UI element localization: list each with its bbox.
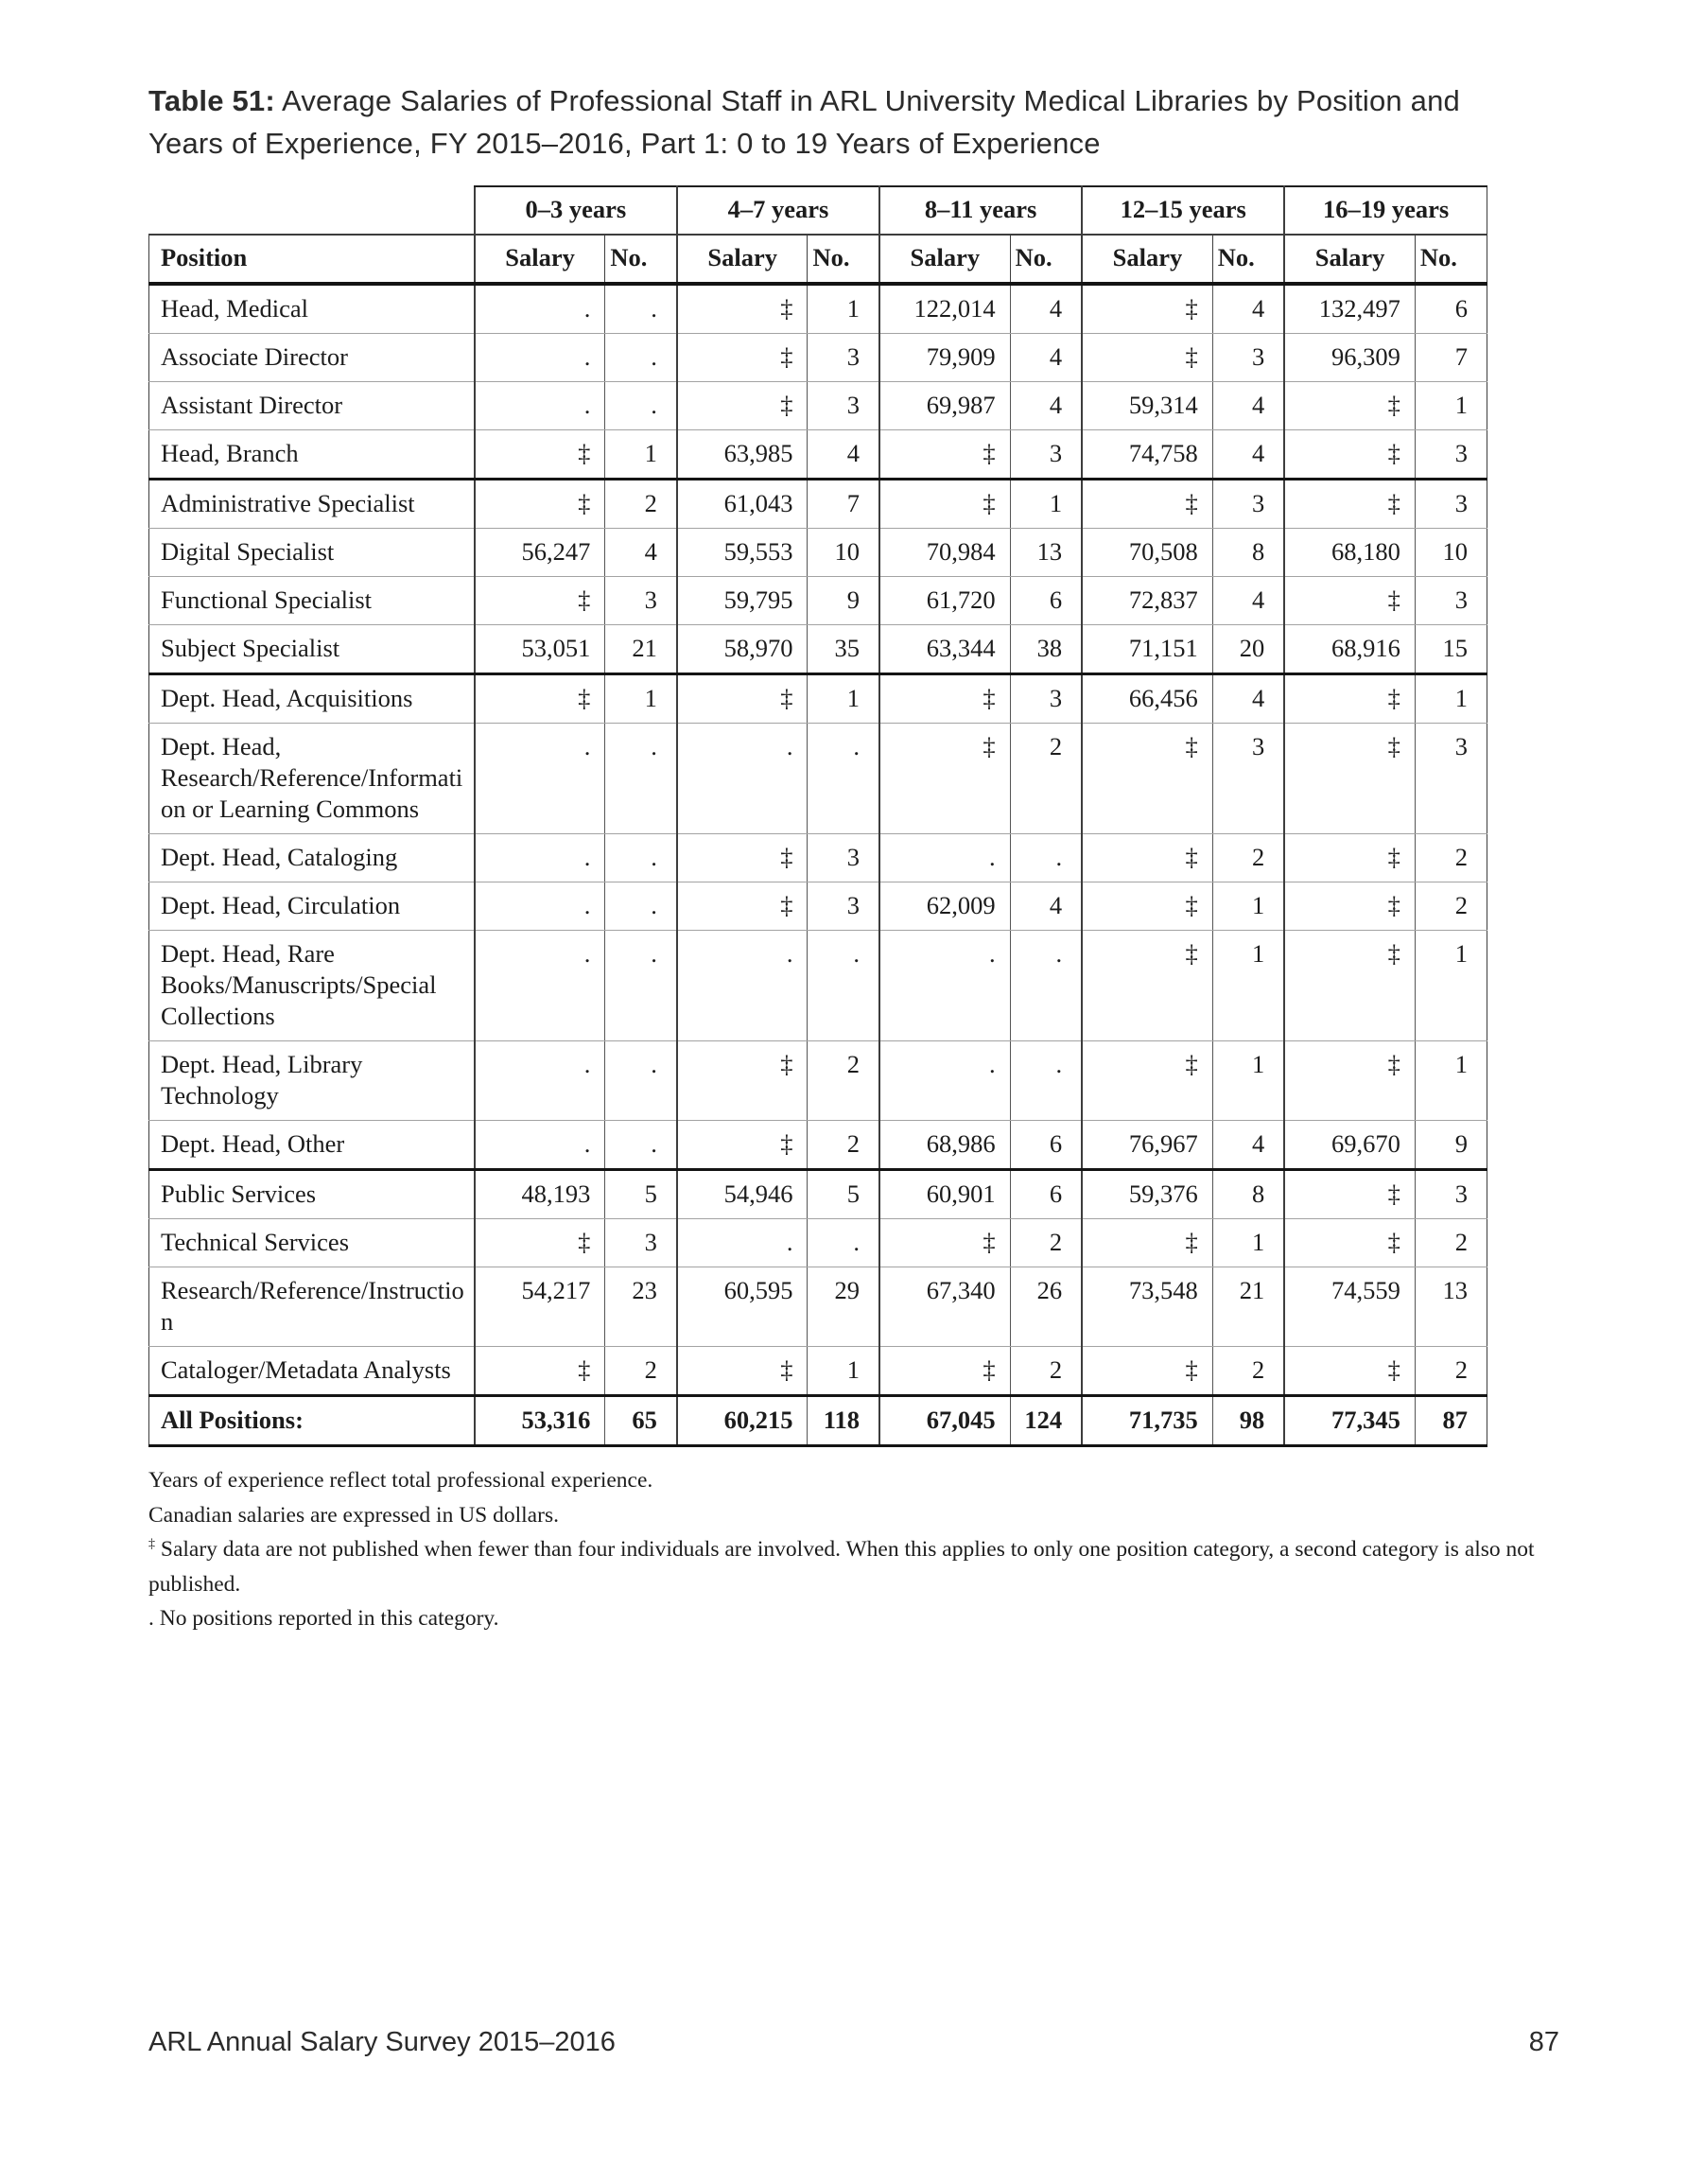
count-cell: . bbox=[1010, 1041, 1082, 1121]
count-cell: 4 bbox=[1212, 577, 1284, 625]
count-cell: 2 bbox=[808, 1121, 879, 1170]
salary-cell: ‡ bbox=[677, 674, 808, 724]
total-row bbox=[149, 1396, 1487, 1446]
table-row bbox=[149, 430, 1487, 480]
salary-cell: ‡ bbox=[1284, 1219, 1415, 1267]
count-cell: 3 bbox=[605, 577, 677, 625]
count-cell: . bbox=[605, 382, 677, 430]
salary-cell: 96,309 bbox=[1284, 334, 1415, 382]
table-title-text: Average Salaries of Professional Staff in ARL University Medical Libraries by Position and Years of Experience, FY 2015–2016, Part 1: 0 to 19 Years of Experience bbox=[148, 84, 1460, 160]
count-cell: 1 bbox=[808, 1347, 879, 1396]
salary-cell: . bbox=[475, 1121, 605, 1170]
salary-cell: 77,345 bbox=[1284, 1396, 1415, 1446]
salary-cell: 60,595 bbox=[677, 1267, 808, 1347]
salary-cell: 60,215 bbox=[677, 1396, 808, 1446]
count-cell: 3 bbox=[1415, 430, 1487, 480]
table-row bbox=[149, 577, 1487, 625]
count-cell: 2 bbox=[1415, 882, 1487, 931]
count-cell: 3 bbox=[1415, 577, 1487, 625]
count-cell: 3 bbox=[1010, 430, 1082, 480]
salary-cell: 69,670 bbox=[1284, 1121, 1415, 1170]
count-cell: 118 bbox=[808, 1396, 879, 1446]
position-cell: Head, Medical bbox=[149, 284, 475, 334]
count-cell: 3 bbox=[1212, 724, 1284, 834]
salary-cell: ‡ bbox=[677, 1041, 808, 1121]
count-cell: 23 bbox=[605, 1267, 677, 1347]
salary-cell: ‡ bbox=[475, 430, 605, 480]
count-cell: 3 bbox=[808, 382, 879, 430]
count-cell: 1 bbox=[1212, 1041, 1284, 1121]
count-cell: 13 bbox=[1010, 529, 1082, 577]
table-row bbox=[149, 529, 1487, 577]
salary-cell: 48,193 bbox=[475, 1170, 605, 1219]
salary-cell: 70,508 bbox=[1082, 529, 1212, 577]
count-cell: 3 bbox=[1415, 480, 1487, 529]
salary-cell: ‡ bbox=[1082, 882, 1212, 931]
salary-cell: . bbox=[879, 834, 1010, 882]
count-cell: 4 bbox=[808, 430, 879, 480]
count-cell: 2 bbox=[1415, 1347, 1487, 1396]
no-column-header: No. bbox=[1010, 235, 1082, 284]
count-cell: 4 bbox=[1010, 334, 1082, 382]
footnotes bbox=[148, 1463, 1562, 1636]
position-cell: Assistant Director bbox=[149, 382, 475, 430]
salary-cell: ‡ bbox=[677, 834, 808, 882]
position-cell: Head, Branch bbox=[149, 430, 475, 480]
count-cell: 5 bbox=[808, 1170, 879, 1219]
count-cell: 4 bbox=[1212, 284, 1284, 334]
salary-cell: ‡ bbox=[1284, 724, 1415, 834]
table-row bbox=[149, 625, 1487, 674]
count-cell: . bbox=[605, 931, 677, 1041]
no-column-header: No. bbox=[605, 235, 677, 284]
count-cell: 3 bbox=[808, 334, 879, 382]
position-cell: Associate Director bbox=[149, 334, 475, 382]
salary-cell: 74,758 bbox=[1082, 430, 1212, 480]
count-cell: 4 bbox=[1212, 382, 1284, 430]
count-cell: 1 bbox=[1415, 382, 1487, 430]
count-cell: 87 bbox=[1415, 1396, 1487, 1446]
salary-cell: ‡ bbox=[475, 480, 605, 529]
year-group-header: 4–7 years bbox=[677, 186, 879, 235]
position-cell: Functional Specialist bbox=[149, 577, 475, 625]
salary-cell: ‡ bbox=[1284, 382, 1415, 430]
salary-cell: . bbox=[677, 724, 808, 834]
salary-cell: 58,970 bbox=[677, 625, 808, 674]
count-cell: 15 bbox=[1415, 625, 1487, 674]
salary-cell: 69,987 bbox=[879, 382, 1010, 430]
salary-cell: ‡ bbox=[1284, 1347, 1415, 1396]
salary-cell: ‡ bbox=[1082, 724, 1212, 834]
year-group-header: 8–11 years bbox=[879, 186, 1082, 235]
salary-cell: ‡ bbox=[1284, 577, 1415, 625]
count-cell: 2 bbox=[808, 1041, 879, 1121]
salary-cell: . bbox=[475, 834, 605, 882]
table-row bbox=[149, 834, 1487, 882]
salary-cell: 71,151 bbox=[1082, 625, 1212, 674]
salary-cell: ‡ bbox=[1284, 1170, 1415, 1219]
count-cell: . bbox=[808, 1219, 879, 1267]
salary-cell: 59,314 bbox=[1082, 382, 1212, 430]
footnote-text: Salary data are not published when fewer than four individuals are involved. When this applies to only one position category, a second category is also not published. bbox=[148, 1537, 1535, 1597]
no-column-header: No. bbox=[808, 235, 879, 284]
salary-cell: 63,985 bbox=[677, 430, 808, 480]
position-cell: Dept. Head, Circulation bbox=[149, 882, 475, 931]
count-cell: 1 bbox=[1212, 1219, 1284, 1267]
salary-cell: ‡ bbox=[1284, 674, 1415, 724]
count-cell: 2 bbox=[1010, 724, 1082, 834]
footnote-line bbox=[148, 1532, 1562, 1601]
salary-cell: ‡ bbox=[879, 1347, 1010, 1396]
footnote-text: Canadian salaries are expressed in US dollars. bbox=[148, 1502, 559, 1528]
salary-cell: 61,043 bbox=[677, 480, 808, 529]
count-cell: 2 bbox=[1010, 1219, 1082, 1267]
count-cell: 9 bbox=[808, 577, 879, 625]
salary-cell: 132,497 bbox=[1284, 284, 1415, 334]
salary-cell: ‡ bbox=[1082, 284, 1212, 334]
count-cell: 7 bbox=[1415, 334, 1487, 382]
count-cell: . bbox=[605, 834, 677, 882]
salary-cell: . bbox=[475, 284, 605, 334]
salary-cell: 76,967 bbox=[1082, 1121, 1212, 1170]
count-cell: 13 bbox=[1415, 1267, 1487, 1347]
salary-cell: 122,014 bbox=[879, 284, 1010, 334]
count-cell: 35 bbox=[808, 625, 879, 674]
year-group-header: 0–3 years bbox=[475, 186, 677, 235]
count-cell: 21 bbox=[1212, 1267, 1284, 1347]
salary-cell: 67,340 bbox=[879, 1267, 1010, 1347]
salary-column-header: Salary bbox=[879, 235, 1010, 284]
salary-cell: 74,559 bbox=[1284, 1267, 1415, 1347]
count-cell: 2 bbox=[1212, 834, 1284, 882]
count-cell: 6 bbox=[1010, 577, 1082, 625]
salary-cell: 68,916 bbox=[1284, 625, 1415, 674]
salary-cell: ‡ bbox=[1082, 1347, 1212, 1396]
count-cell: 1 bbox=[1415, 1041, 1487, 1121]
count-cell: 2 bbox=[1212, 1347, 1284, 1396]
salary-cell: ‡ bbox=[1082, 480, 1212, 529]
count-cell: . bbox=[1010, 834, 1082, 882]
footnote-line bbox=[148, 1463, 1562, 1498]
salary-column-header: Salary bbox=[1082, 235, 1212, 284]
salary-cell: ‡ bbox=[677, 1121, 808, 1170]
salary-cell: ‡ bbox=[879, 1219, 1010, 1267]
position-cell: All Positions: bbox=[149, 1396, 475, 1446]
count-cell: . bbox=[808, 931, 879, 1041]
count-cell: 3 bbox=[1212, 480, 1284, 529]
footnote-line bbox=[148, 1498, 1562, 1533]
count-cell: 4 bbox=[1212, 1121, 1284, 1170]
count-cell: 1 bbox=[605, 430, 677, 480]
table-row bbox=[149, 1121, 1487, 1170]
salary-cell: . bbox=[677, 1219, 808, 1267]
count-cell: 2 bbox=[605, 1347, 677, 1396]
count-cell: 2 bbox=[1415, 834, 1487, 882]
salary-cell: ‡ bbox=[677, 334, 808, 382]
salary-cell: ‡ bbox=[1284, 430, 1415, 480]
salary-cell: ‡ bbox=[677, 882, 808, 931]
salary-cell: ‡ bbox=[879, 480, 1010, 529]
salary-cell: 79,909 bbox=[879, 334, 1010, 382]
count-cell: 3 bbox=[1415, 1170, 1487, 1219]
count-cell: 6 bbox=[1010, 1121, 1082, 1170]
salary-cell: . bbox=[879, 931, 1010, 1041]
table-row bbox=[149, 1170, 1487, 1219]
salary-cell: 53,051 bbox=[475, 625, 605, 674]
year-group-header: 12–15 years bbox=[1082, 186, 1284, 235]
salary-cell: ‡ bbox=[1284, 882, 1415, 931]
position-cell: Dept. Head, Research/Reference/Information or Learning Commons bbox=[149, 724, 475, 834]
salary-cell: ‡ bbox=[879, 430, 1010, 480]
position-cell: Research/Reference/Instruction bbox=[149, 1267, 475, 1347]
count-cell: . bbox=[605, 1041, 677, 1121]
salary-cell: ‡ bbox=[677, 1347, 808, 1396]
table-row bbox=[149, 882, 1487, 931]
count-cell: 20 bbox=[1212, 625, 1284, 674]
count-cell: 29 bbox=[808, 1267, 879, 1347]
count-cell: 4 bbox=[1212, 674, 1284, 724]
salary-cell: . bbox=[475, 882, 605, 931]
salary-column-header: Salary bbox=[677, 235, 808, 284]
count-cell: . bbox=[605, 334, 677, 382]
salary-column-header: Salary bbox=[1284, 235, 1415, 284]
count-cell: 1 bbox=[1212, 882, 1284, 931]
count-cell: 7 bbox=[808, 480, 879, 529]
salary-cell: 59,553 bbox=[677, 529, 808, 577]
page-footer bbox=[148, 2027, 1559, 2058]
count-cell: 4 bbox=[1010, 382, 1082, 430]
count-cell: 1 bbox=[808, 284, 879, 334]
salary-cell: . bbox=[475, 334, 605, 382]
year-header-row bbox=[149, 186, 1487, 235]
table-row bbox=[149, 1219, 1487, 1267]
salary-cell: ‡ bbox=[1082, 834, 1212, 882]
salary-cell: ‡ bbox=[1284, 1041, 1415, 1121]
salary-cell: 54,946 bbox=[677, 1170, 808, 1219]
position-cell: Dept. Head, Rare Books/Manuscripts/Special Collections bbox=[149, 931, 475, 1041]
salary-cell: . bbox=[475, 931, 605, 1041]
table-row bbox=[149, 334, 1487, 382]
count-cell: 6 bbox=[1415, 284, 1487, 334]
count-cell: 21 bbox=[605, 625, 677, 674]
salary-cell: 68,180 bbox=[1284, 529, 1415, 577]
salary-cell: 53,316 bbox=[475, 1396, 605, 1446]
table-row bbox=[149, 284, 1487, 334]
count-cell: 8 bbox=[1212, 1170, 1284, 1219]
salary-cell: ‡ bbox=[475, 674, 605, 724]
count-cell: 8 bbox=[1212, 529, 1284, 577]
salary-cell: 68,986 bbox=[879, 1121, 1010, 1170]
count-cell: 4 bbox=[605, 529, 677, 577]
count-cell: 98 bbox=[1212, 1396, 1284, 1446]
count-cell: . bbox=[605, 882, 677, 931]
table-row bbox=[149, 1347, 1487, 1396]
position-column-header: Position bbox=[149, 235, 475, 284]
count-cell: 38 bbox=[1010, 625, 1082, 674]
count-cell: 3 bbox=[605, 1219, 677, 1267]
table-row bbox=[149, 674, 1487, 724]
count-cell: . bbox=[808, 724, 879, 834]
count-cell: . bbox=[605, 724, 677, 834]
main-content bbox=[148, 185, 1535, 1636]
position-cell: Administrative Specialist bbox=[149, 480, 475, 529]
count-cell: 1 bbox=[1415, 674, 1487, 724]
salary-cell: 63,344 bbox=[879, 625, 1010, 674]
count-cell: 4 bbox=[1010, 284, 1082, 334]
count-cell: 9 bbox=[1415, 1121, 1487, 1170]
count-cell: 124 bbox=[1010, 1396, 1082, 1446]
position-cell: Dept. Head, Cataloging bbox=[149, 834, 475, 882]
position-cell: Dept. Head, Acquisitions bbox=[149, 674, 475, 724]
salary-table bbox=[148, 185, 1487, 1447]
salary-cell: ‡ bbox=[475, 1219, 605, 1267]
table-row bbox=[149, 1267, 1487, 1347]
salary-cell: . bbox=[475, 1041, 605, 1121]
count-cell: 3 bbox=[1212, 334, 1284, 382]
position-cell: Technical Services bbox=[149, 1219, 475, 1267]
count-cell: 65 bbox=[605, 1396, 677, 1446]
salary-cell: ‡ bbox=[1284, 834, 1415, 882]
salary-cell: ‡ bbox=[1082, 334, 1212, 382]
count-cell: 1 bbox=[1415, 931, 1487, 1041]
no-column-header: No. bbox=[1415, 235, 1487, 284]
count-cell: . bbox=[605, 1121, 677, 1170]
count-cell: 2 bbox=[1415, 1219, 1487, 1267]
salary-cell: ‡ bbox=[475, 1347, 605, 1396]
count-cell: 3 bbox=[1415, 724, 1487, 834]
count-cell: 2 bbox=[605, 480, 677, 529]
salary-cell: 56,247 bbox=[475, 529, 605, 577]
position-cell: Subject Specialist bbox=[149, 625, 475, 674]
footnote-text: . No positions reported in this category. bbox=[148, 1606, 499, 1631]
table-row bbox=[149, 724, 1487, 834]
count-cell: 4 bbox=[1010, 882, 1082, 931]
salary-cell: ‡ bbox=[475, 577, 605, 625]
salary-cell: 62,009 bbox=[879, 882, 1010, 931]
salary-cell: ‡ bbox=[1082, 1041, 1212, 1121]
count-cell: 10 bbox=[1415, 529, 1487, 577]
table-corner-blank bbox=[149, 186, 475, 235]
count-cell: 10 bbox=[808, 529, 879, 577]
footnote-line bbox=[148, 1601, 1562, 1636]
footnote-text: Years of experience reflect total professional experience. bbox=[148, 1468, 653, 1493]
salary-cell: 60,901 bbox=[879, 1170, 1010, 1219]
position-cell: Cataloger/Metadata Analysts bbox=[149, 1347, 475, 1396]
salary-cell: 67,045 bbox=[879, 1396, 1010, 1446]
salary-cell: ‡ bbox=[677, 382, 808, 430]
position-cell: Public Services bbox=[149, 1170, 475, 1219]
salary-cell: 73,548 bbox=[1082, 1267, 1212, 1347]
salary-cell: 59,795 bbox=[677, 577, 808, 625]
count-cell: 1 bbox=[605, 674, 677, 724]
salary-cell: 66,456 bbox=[1082, 674, 1212, 724]
year-group-header: 16–19 years bbox=[1284, 186, 1487, 235]
table-row bbox=[149, 931, 1487, 1041]
salary-cell: ‡ bbox=[1082, 931, 1212, 1041]
salary-cell: 59,376 bbox=[1082, 1170, 1212, 1219]
count-cell: . bbox=[605, 284, 677, 334]
salary-cell: ‡ bbox=[879, 724, 1010, 834]
footer-page-number: 87 bbox=[1528, 2027, 1559, 2057]
salary-cell: 54,217 bbox=[475, 1267, 605, 1347]
salary-column-header: Salary bbox=[475, 235, 605, 284]
count-cell: . bbox=[1010, 931, 1082, 1041]
salary-cell: 71,735 bbox=[1082, 1396, 1212, 1446]
salary-cell: . bbox=[879, 1041, 1010, 1121]
salary-cell: 72,837 bbox=[1082, 577, 1212, 625]
count-cell: 3 bbox=[1010, 674, 1082, 724]
salary-cell: ‡ bbox=[879, 674, 1010, 724]
count-cell: 3 bbox=[808, 834, 879, 882]
count-cell: 5 bbox=[605, 1170, 677, 1219]
salary-cell: 70,984 bbox=[879, 529, 1010, 577]
salary-cell: . bbox=[475, 724, 605, 834]
count-cell: 6 bbox=[1010, 1170, 1082, 1219]
salary-cell: ‡ bbox=[1284, 480, 1415, 529]
salary-cell: 61,720 bbox=[879, 577, 1010, 625]
footer-survey-name: ARL Annual Salary Survey 2015–2016 bbox=[148, 2027, 616, 2057]
double-dagger-marker: ‡ bbox=[148, 1537, 155, 1552]
table-title bbox=[148, 79, 1510, 165]
no-column-header: No. bbox=[1212, 235, 1284, 284]
position-cell: Dept. Head, Other bbox=[149, 1121, 475, 1170]
count-cell: 1 bbox=[1010, 480, 1082, 529]
table-row bbox=[149, 1041, 1487, 1121]
count-cell: 3 bbox=[808, 882, 879, 931]
count-cell: 26 bbox=[1010, 1267, 1082, 1347]
table-row bbox=[149, 382, 1487, 430]
table-row bbox=[149, 480, 1487, 529]
salary-cell: ‡ bbox=[1082, 1219, 1212, 1267]
column-header-row bbox=[149, 235, 1487, 284]
table-body bbox=[149, 284, 1487, 1446]
count-cell: 2 bbox=[1010, 1347, 1082, 1396]
position-cell: Dept. Head, Library Technology bbox=[149, 1041, 475, 1121]
table-title-label: Table 51: bbox=[148, 84, 275, 117]
salary-cell: ‡ bbox=[677, 284, 808, 334]
salary-cell: . bbox=[475, 382, 605, 430]
salary-cell: . bbox=[677, 931, 808, 1041]
count-cell: 1 bbox=[1212, 931, 1284, 1041]
salary-cell: ‡ bbox=[1284, 931, 1415, 1041]
count-cell: 1 bbox=[808, 674, 879, 724]
position-cell: Digital Specialist bbox=[149, 529, 475, 577]
count-cell: 4 bbox=[1212, 430, 1284, 480]
